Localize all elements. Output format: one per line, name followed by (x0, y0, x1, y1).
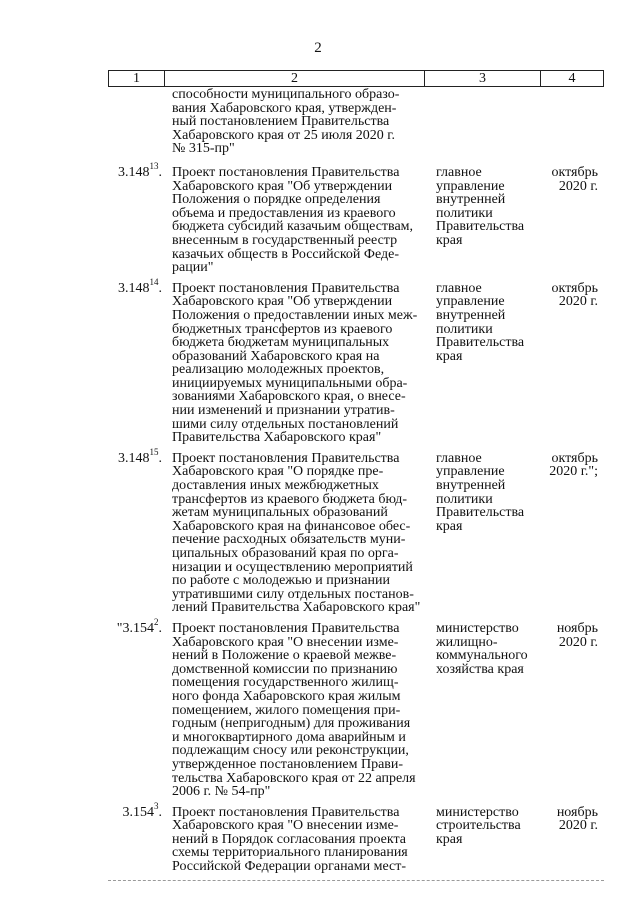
description-line: трансфертов из краевого бюджета бюд- (172, 491, 408, 507)
item-description (168, 806, 430, 874)
item-number: "3.154$^2$. (116, 617, 162, 636)
header-col-2: 2 (165, 71, 425, 86)
table-row (108, 161, 604, 276)
description-line: нений в Порядок согласования проекта (172, 831, 406, 847)
item-description (168, 166, 430, 275)
description-line: Положения о порядке определения (172, 192, 381, 208)
item-description (168, 622, 430, 799)
executor-line: края (436, 348, 463, 364)
executor-line: министерство (436, 804, 519, 820)
header-col-1: 1 (109, 71, 165, 86)
deadline-line: 2020 г. (558, 818, 598, 834)
description-line: Проект постановления Правительства (172, 280, 400, 296)
description-line: Хабаровского края "О порядке пре- (172, 464, 384, 480)
description-line: образований Хабаровского края на (172, 348, 380, 364)
item-number-text: "3.154 (116, 620, 154, 636)
table-row (108, 277, 604, 446)
item-deadline (538, 622, 604, 649)
executor-line: внутренней (436, 307, 506, 323)
executor-line: политики (436, 491, 493, 507)
page-number: 2 (314, 40, 322, 56)
executor-line: строительства (436, 818, 521, 834)
page-bottom-divider (108, 880, 604, 881)
executor-line: края (436, 831, 463, 847)
description-line: помещения государственного жилищ- (172, 675, 399, 691)
item-number-text: 3.154 (122, 804, 154, 820)
description-line: помещением, жилого помещения при- (172, 702, 401, 718)
item-executor (430, 166, 538, 248)
executor-line: хозяйства края (436, 661, 524, 677)
description-line: казачьих обществ в Российской Феде- (172, 246, 400, 262)
description-line: схемы территориального планирования (172, 845, 408, 861)
item-description (168, 88, 430, 156)
description-line: домственной комиссии по признанию (172, 661, 398, 677)
description-line: Хабаровского края от 25 июля 2020 г. (172, 127, 395, 143)
executor-line: главное (436, 280, 482, 296)
table-row (108, 617, 604, 800)
executor-line: внутренней (436, 478, 506, 494)
deadline-line: октябрь (551, 280, 598, 296)
executor-line: Правительства (436, 219, 525, 235)
description-line: Правительства Хабаровского края" (172, 430, 382, 446)
description-line: Проект постановления Правительства (172, 164, 400, 180)
table-row (108, 447, 604, 616)
description-line: утвержденное постановлением Прави- (172, 756, 404, 772)
description-line: внесенным в государственный реестр (172, 232, 398, 248)
description-line: бюджета бюджетам муниципальных (172, 335, 390, 351)
deadline-line: 2020 г. (558, 294, 598, 310)
item-number: 3.154$^3$. (122, 801, 162, 820)
executor-line: главное (436, 450, 482, 466)
deadline-line: 2020 г. (558, 634, 598, 650)
item-description (168, 282, 430, 445)
description-line: утратившими силу отдельных постанов- (172, 586, 414, 602)
description-line: доставления иных межбюджетных (172, 478, 379, 494)
item-deadline (538, 452, 604, 479)
description-line: способности муниципального образо- (172, 87, 400, 102)
description-line: Проект постановления Правительства (172, 804, 400, 820)
description-line: жетам муниципальных образований (172, 505, 388, 521)
header-col-4: 4 (568, 71, 576, 86)
item-executor (430, 622, 538, 676)
item-executor (430, 452, 538, 534)
description-line: Положения о предоставлении иных меж- (172, 307, 418, 323)
description-line: нии изменений и признании утратив- (172, 403, 395, 419)
executor-line: управление (436, 294, 505, 310)
description-line: нений в Положение о краевой межве- (172, 648, 397, 664)
item-deadline (538, 166, 604, 193)
executor-line: жилищно- (436, 634, 498, 650)
executor-line: управление (436, 464, 505, 480)
description-line: низации и осуществлению мероприятий (172, 559, 413, 575)
item-executor (430, 282, 538, 364)
item-number-superscript: 2 (154, 617, 159, 628)
table-body (108, 88, 604, 874)
description-line: объема и предоставления из краевого (172, 205, 396, 221)
item-number: 3.148$^{14}$. (118, 277, 162, 296)
item-number-text: 3.148 (118, 450, 150, 466)
executor-line: политики (436, 321, 493, 337)
item-deadline (538, 282, 604, 309)
item-number-superscript: 13 (149, 161, 159, 172)
description-line: вания Хабаровского края, утвержден- (172, 100, 397, 116)
executor-line: министерство (436, 620, 519, 636)
deadline-line: октябрь (551, 164, 598, 180)
description-line: рации" (172, 260, 214, 276)
deadline-line: октябрь (551, 450, 598, 466)
header-col-3: 3 (425, 71, 541, 86)
executor-line: главное (436, 164, 482, 180)
deadline-line: 2020 г. (558, 178, 598, 194)
description-line: печение расходных обязательств муни- (172, 532, 406, 548)
executor-line: края (436, 518, 463, 534)
table-header-row (108, 70, 604, 87)
description-line: ный постановлением Правительства (172, 114, 390, 130)
description-line: Проект постановления Правительства (172, 620, 400, 636)
item-number: 3.148$^{13}$. (118, 161, 162, 180)
item-description (168, 452, 430, 615)
table-row (108, 88, 604, 156)
item-number-superscript: 3 (154, 801, 159, 812)
item-number-superscript: 14 (149, 277, 159, 288)
description-line: 2006 г. № 54-пр" (172, 784, 271, 800)
deadline-line: 2020 г."; (549, 464, 598, 480)
executor-line: коммунального (436, 648, 528, 664)
item-number: 3.148$^{15}$. (118, 447, 162, 466)
description-line: подлежащим сносу или реконструкции, (172, 743, 409, 759)
executor-line: внутренней (436, 192, 506, 208)
description-line: № 315-пр" (172, 141, 235, 157)
deadline-line: ноябрь (556, 804, 598, 820)
executor-line: края (436, 232, 463, 248)
description-line: Российской Федерации органами мест- (172, 859, 407, 875)
description-line: Хабаровского края "О внесении изме- (172, 818, 399, 834)
description-line: Хабаровского края "О внесении изме- (172, 634, 399, 650)
description-line: годным (непригодным) для проживания (172, 716, 411, 732)
description-line: ципальных образований края по орга- (172, 546, 399, 561)
description-line: Хабаровского края "Об утверждении (172, 178, 393, 194)
description-line: Проект постановления Правительства (172, 450, 400, 466)
description-line: ного фонда Хабаровского края жилым (172, 688, 401, 704)
description-line: бюджетных трансфертов из краевого (172, 321, 393, 337)
description-line: инициируемых муниципальными обра- (172, 375, 408, 391)
deadline-line: ноябрь (556, 620, 598, 636)
executor-line: управление (436, 178, 505, 194)
description-line: зованиями Хабаровского края, о внесе- (172, 389, 406, 405)
description-line: Хабаровского края "Об утверждении (172, 294, 393, 310)
description-line: шими силу отдельных постановлений (172, 416, 399, 432)
description-line: тельства Хабаровского края от 22 апреля (172, 770, 416, 786)
description-line: по работе с молодежью и признании (172, 573, 390, 589)
description-line: реализацию молодежных проектов, (172, 362, 385, 378)
executor-line: Правительства (436, 505, 525, 521)
item-number-text: 3.148 (118, 280, 150, 296)
executor-line: Правительства (436, 335, 525, 351)
item-deadline (538, 806, 604, 833)
description-line: лений Правительства Хабаровского края" (172, 600, 421, 616)
description-line: Хабаровского края на финансовое обес- (172, 518, 411, 534)
item-number-superscript: 15 (149, 447, 159, 458)
item-number-text: 3.148 (118, 164, 150, 180)
executor-line: политики (436, 205, 493, 221)
item-executor (430, 806, 538, 847)
description-line: бюджета субсидий казачьим обществам, (172, 219, 414, 235)
description-line: и многоквартирного дома аварийным и (172, 729, 406, 745)
table-row (108, 801, 604, 875)
